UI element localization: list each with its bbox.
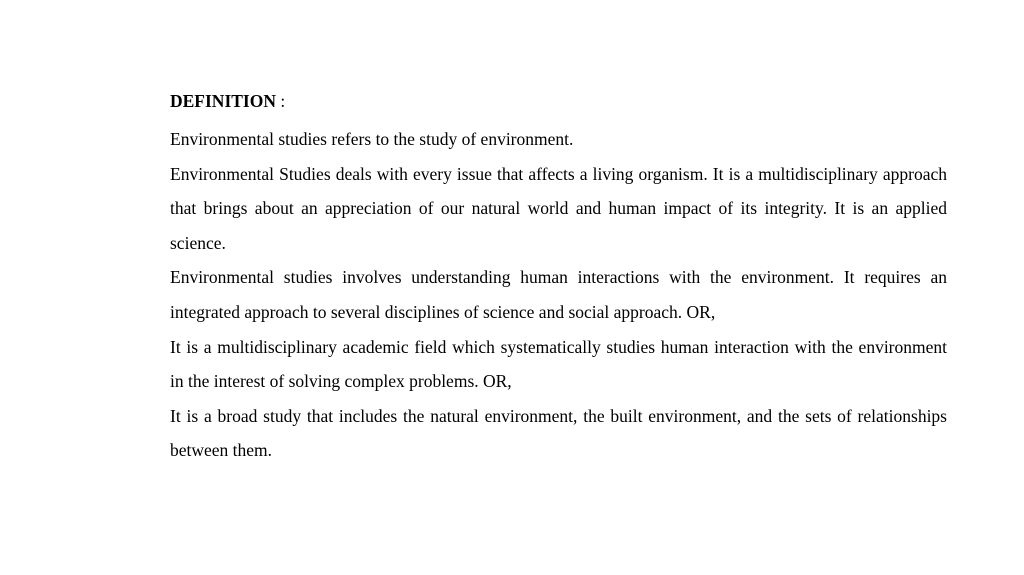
paragraph-1: Environmental studies refers to the study of environment.	[170, 129, 574, 149]
definition-heading-colon: :	[276, 91, 286, 111]
definition-heading: DEFINITION	[170, 91, 276, 111]
paragraph-5: It is a broad study that includes the natural environment, the built environment, and the sets of relationships between them.	[170, 405, 947, 461]
paragraph-4: It is a multidisciplinary academic field which systematically studies human interaction with the environment in the interest of solving complex problems. OR,	[170, 336, 947, 392]
paragraph-2: Environmental Studies deals with every issue that affects a living organism. It is a multidisciplinary approach that brings about an appreciation of our natural world and human impact of its integrity. It is an applied science.	[170, 163, 947, 253]
definition-text-block	[170, 89, 947, 468]
definition-heading-line	[170, 89, 947, 114]
paragraph-3: Environmental studies involves understanding human interactions with the environment. It requires an integrated approach to several disciplines of science and social approach. OR,	[170, 267, 947, 322]
